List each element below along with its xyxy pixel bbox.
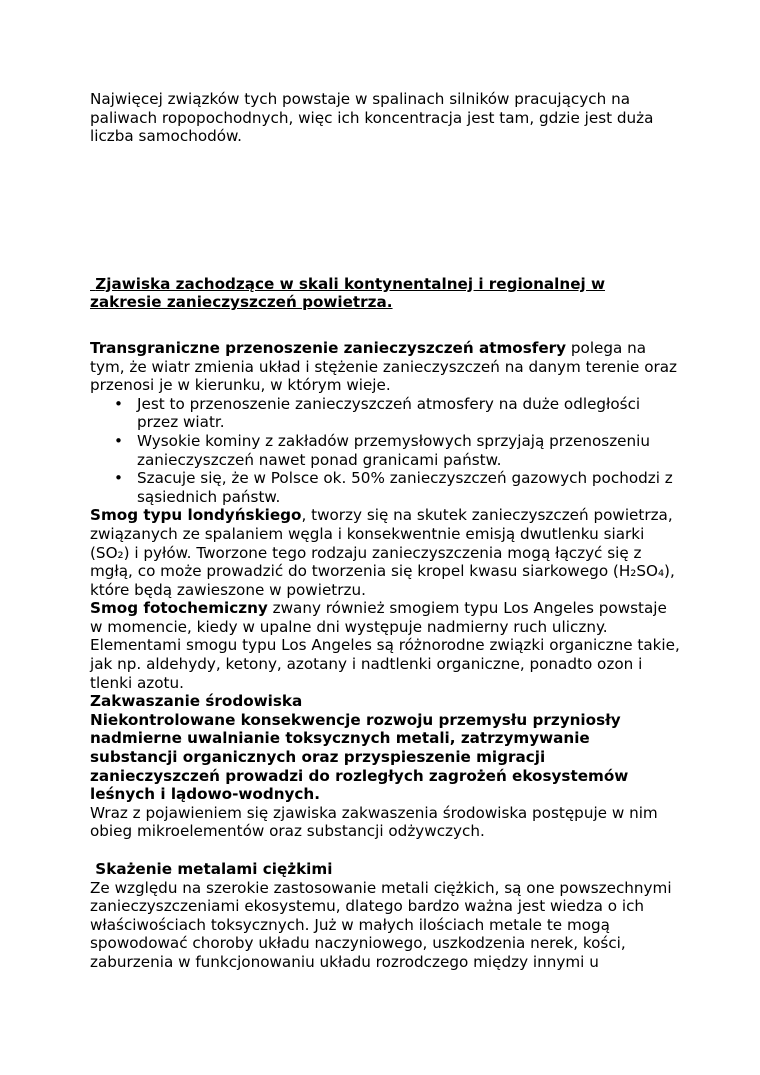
zakwaszanie-paragraph: Wraz z pojawieniem się zjawiska zakwaszenia środowiska postępuje w nim obieg mikroelementów oraz substancji odżywczych. bbox=[90, 803, 658, 841]
smog-londynski-text: , tworzy się na skutek zanieczyszczeń powietrza, związanych ze spalaniem węgla i konsekwentnie emisją dwutlenku siarki (SO₂) i pyłów. Tworzone tego rodzaju zanieczyszczenia mogą łączyć się z mgłą, co może prowadzić do tworzenia się kropel kwasu siarkowego (H₂SO₄), które będą zawieszone w powietrzu. bbox=[90, 506, 675, 599]
transgraniczne-bullet-list bbox=[90, 395, 680, 507]
metale-paragraph: Ze względu na szerokie zastosowanie metali ciężkich, są one powszechnymi zanieczyszczeniami ekosystemu, dlatego bardzo ważna jest wiedza o ich właściwościach toksycznych. Już w małych ilościach metale te mogą spowodować choroby układu naczyniowego, uszkodzenia nerek, kości, zaburzenia w funkcjonowaniu układu rozrodczego między innymi u bbox=[90, 878, 672, 971]
transgraniczne-paragraph bbox=[90, 339, 680, 395]
smog-londynski-term: Smog typu londyńskiego bbox=[90, 506, 302, 525]
list-item: • Szacuje się, że w Polsce ok. 50% zanieczyszczeń gazowych pochodzi z sąsiednich państw. bbox=[137, 469, 680, 506]
smog-fotochemiczny-paragraph bbox=[90, 599, 680, 692]
section-heading-text: Zjawiska zachodzące w skali kontynentalnej i regionalnej w zakresie zanieczyszczeń powietrza. bbox=[90, 274, 606, 312]
smog-fotochemiczny-text: zwany również smogiem typu Los Angeles powstaje w momencie, kiedy w upalne dni występuje nadmierny ruch uliczny. Elementami smogu typu Los Angeles są różnorodne związki organiczne takie, jak np. aldehydy, ketony, azotany i nadtlenki organiczne, ponadto ozon i tlenki azotu. bbox=[90, 599, 680, 692]
document-page bbox=[90, 88, 680, 972]
transgraniczne-text: polega na tym, że wiatr zmienia układ i stężenie zanieczyszczeń na danym terenie oraz przenosi je w kierunku, w którym wieje. bbox=[90, 338, 678, 395]
transgraniczne-term: Transgraniczne przenoszenie zanieczyszczeń atmosfery bbox=[90, 338, 567, 357]
metale-heading bbox=[90, 860, 680, 879]
intro-paragraph: Najwięcej związków tych powstaje w spalinach silników pracujących na paliwach ropopochodnych, więc ich koncentracja jest tam, gdzie jest duża liczba samochodów. bbox=[90, 90, 654, 146]
list-item: • Jest to przenoszenie zanieczyszczeń atmosfery na duże odległości przez wiatr. bbox=[137, 395, 680, 432]
smog-londynski-paragraph bbox=[90, 506, 680, 599]
zakwaszanie-bold-paragraph: Niekontrolowane konsekwencje rozwoju przemysłu przyniosły nadmierne uwalnianie toksycznych metali, zatrzymywanie substancji organicznych oraz przyspieszenie migracji zanieczyszczeń prowadzi do rozległych zagrożeń ekosystemów leśnych i lądowo-wodnych. bbox=[90, 710, 629, 804]
list-item: • Wysokie kominy z zakładów przemysłowych sprzyjają przenoszeniu zanieczyszczeń nawet ponad granicami państw. bbox=[137, 432, 680, 469]
section-heading bbox=[90, 275, 680, 312]
smog-fotochemiczny-term: Smog fotochemiczny bbox=[90, 599, 268, 618]
zakwaszanie-title: Zakwaszanie środowiska bbox=[90, 692, 303, 711]
metale-title: Skażenie metalami ciężkimi bbox=[95, 860, 333, 878]
